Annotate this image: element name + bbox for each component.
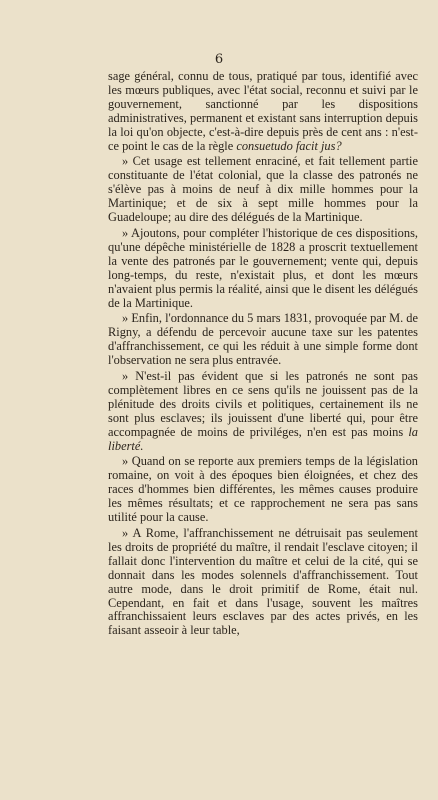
- paragraph-text: » N'est-il pas évident que si les patronés ne sont pas complètement libres en ce sens qu'ils ne jouissent pas de la plénitude des droits civils et politiques, certainement ils ne sont plus esclaves; ils jouissent d'une liberté qui, pour être accompagnée de moins de priviléges, n'en est pas moins: [108, 369, 418, 439]
- body-text: [108, 70, 418, 640]
- paragraph: [108, 155, 418, 225]
- paragraph-text: sage général, connu de tous, pratiqué par tous, identifié avec les mœurs publiques, avec l'état social, reconnu et suivi par le gouvernement, sanctionné par les dispositions administratives, permanent et existant sans interruption depuis la loi qu'on objecte, c'est-à-dire depuis près de cent ans : n'est-ce point le cas de la règle: [108, 69, 418, 153]
- page-number: 6: [214, 52, 224, 67]
- paragraph-italic-text: consuetudo facit jus?: [236, 138, 342, 153]
- paragraph-text: » Cet usage est tellement enraciné, et fait tellement partie constituante de l'état colonial, que la classe des patronés ne s'élève pas à moins de neuf à dix mille hommes pour la Martinique; et de six à sept mille hommes pour la Guadeloupe; au dire des délégués de la Martinique.: [108, 154, 418, 225]
- paragraph: [108, 527, 418, 638]
- paragraph: [108, 312, 418, 368]
- paragraph: [108, 370, 418, 453]
- paragraph-italic-text: la liberté.: [108, 424, 418, 453]
- paragraph-text: » Enfin, l'ordonnance du 5 mars 1831, provoquée par M. de Rigny, a défendu de percevoir aucune taxe sur les patentes d'affranchissement, ce qui les réduit à une simple forme dont l'observation ne sera plus entravée.: [108, 311, 418, 368]
- paragraph-text: » A Rome, l'affranchissement ne détruisait pas seulement les droits de propriété du maître, il rendait l'esclave citoyen; il fallait donc l'intervention du maître et celui de la cité, qui se donnait dans les modes solennels d'affranchissement. Tout autre mode, dans le droit primitif de Rome, était nul. Cependant, en fait et dans l'usage, souvent les maîtres affranchissaient leurs esclaves par des actes privés, en les faisant asseoir à leur table,: [108, 526, 418, 638]
- paragraph: [108, 455, 418, 525]
- paragraph: [108, 70, 418, 153]
- paragraph: [108, 227, 418, 310]
- paragraph-text: » Ajoutons, pour compléter l'historique de ces dispositions, qu'une dépêche ministérielle de 1828 a proscrit textuellement la vente des patronés par le gouvernement; vente qui, depuis long-temps, du reste, n'existait plus, et dont les mœurs n'avaient plus permis la réalité, ainsi que le disent les délégués de la Martinique.: [108, 225, 418, 310]
- paragraph-text: » Quand on se reporte aux premiers temps de la législation romaine, on voit à des époques bien éloignées, et chez des races d'hommes bien différentes, les mêmes causes produire les mêmes résultats; et ce rapprochement ne sera pas sans utilité pour la cause.: [108, 454, 418, 525]
